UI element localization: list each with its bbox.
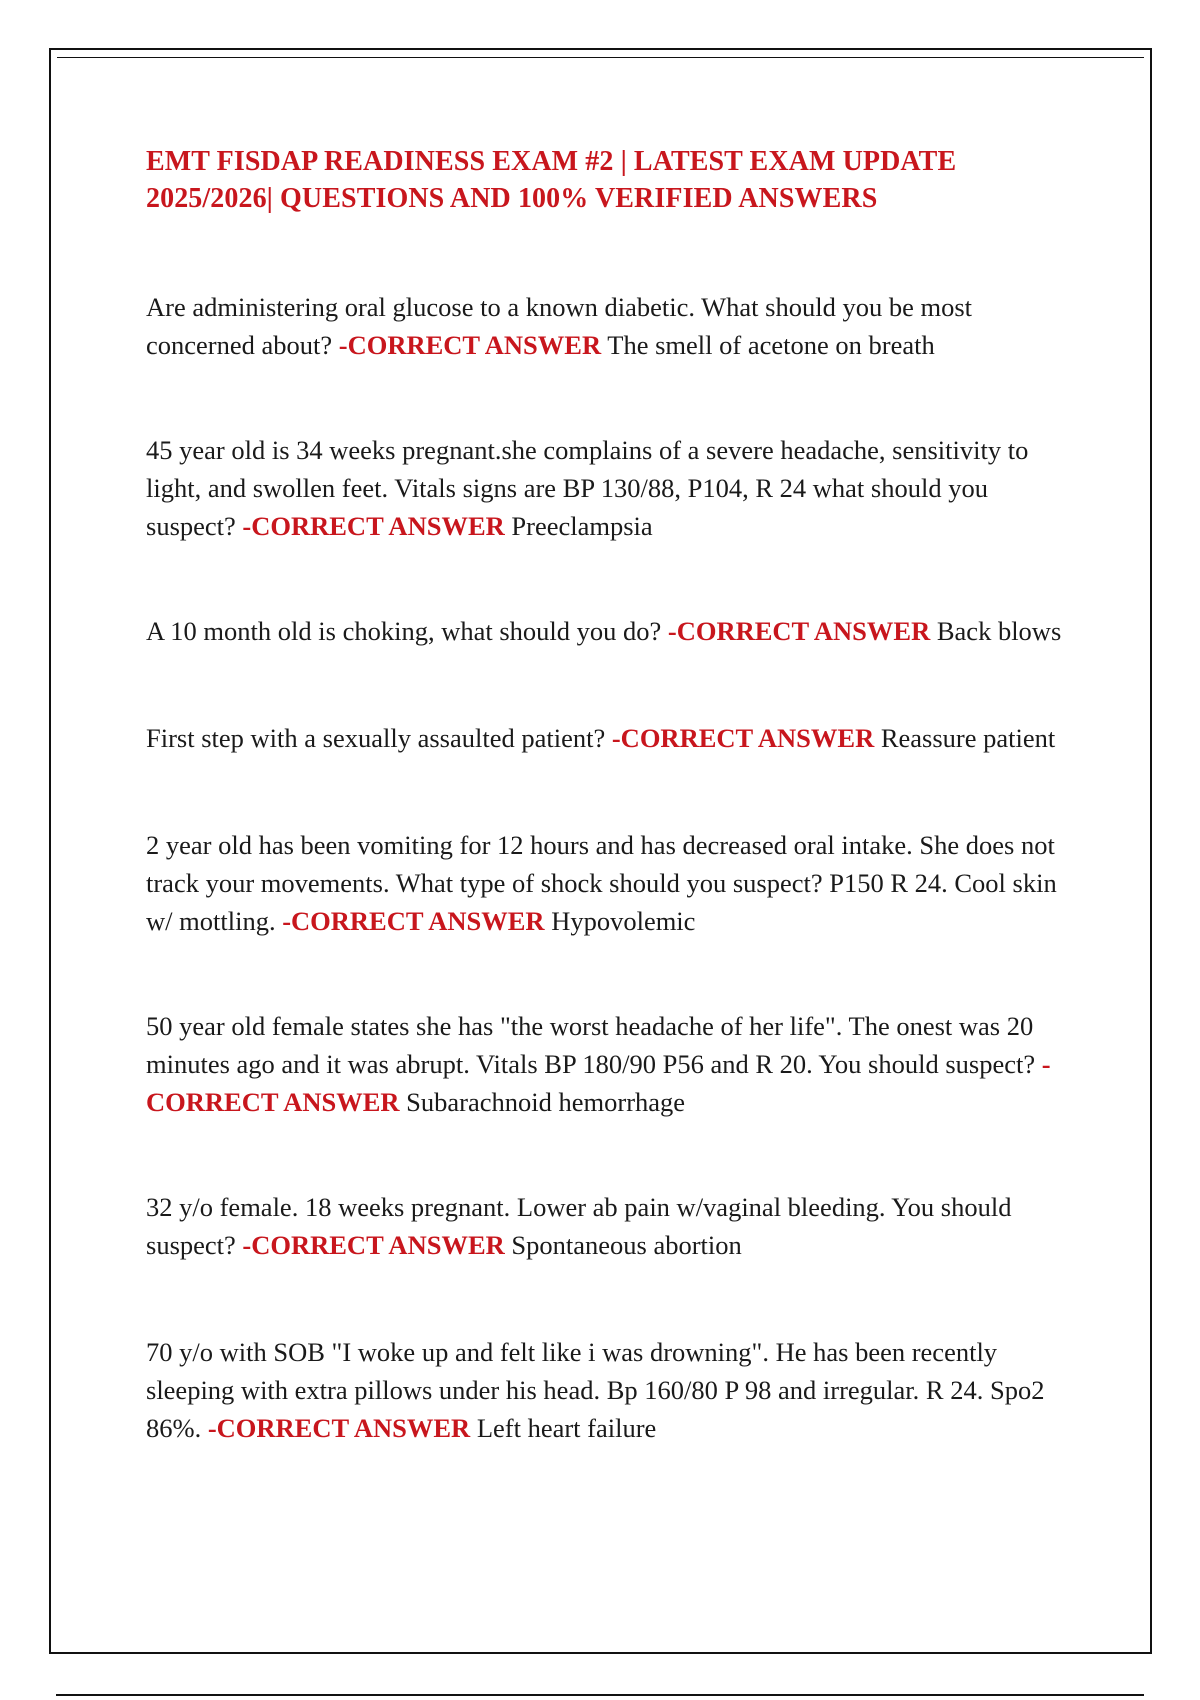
correct-answer-label: -CORRECT ANSWER (611, 723, 875, 753)
qa-list (146, 288, 1076, 1447)
bottom-rule (56, 1694, 1144, 1696)
top-rule (57, 57, 1144, 58)
correct-answer-label: -CORRECT ANSWER (338, 330, 602, 360)
correct-answer-label: -CORRECT ANSWER (282, 906, 545, 936)
answer-text: The smell of acetone on breath (601, 330, 935, 360)
answer-text: Subarachnoid hemorrhage (399, 1087, 686, 1117)
correct-answer-label: -CORRECT ANSWER (242, 1230, 505, 1260)
question-text: A 10 month old is choking, what should you do? (146, 616, 668, 646)
correct-answer-label: -CORRECT ANSWER (667, 616, 931, 646)
question-text: 70 y/o with SOB "I woke up and felt like i was drowning". He has been recently sleeping with extra pillows under his head. Bp 160/80 P 98 and irregular. R 24. Spo2 86%. (146, 1337, 1045, 1443)
answer-text: Reassure patient (874, 723, 1056, 753)
qa-item (146, 431, 1076, 545)
qa-item (146, 1188, 1076, 1264)
answer-text: Spontaneous abortion (504, 1230, 742, 1260)
question-text: 2 year old has been vomiting for 12 hours and has decreased oral intake. She does not track your movements. What type of shock should you suspect? P150 R 24. Cool skin w/ mottling. (146, 830, 1057, 936)
question-text: 50 year old female states she has "the worst headache of her life". The onest was 20 minutes ago and it was abrupt. Vitals BP 180/90 P56 and R 20. You should suspect? (146, 1011, 1042, 1079)
correct-answer-label: -CORRECT ANSWER (207, 1413, 471, 1443)
qa-item (146, 826, 1076, 940)
qa-item (146, 1333, 1076, 1447)
question-text: First step with a sexually assaulted patient? (146, 723, 612, 753)
qa-item (146, 1007, 1076, 1121)
question-text: 45 year old is 34 weeks pregnant.she complains of a severe headache, sensitivity to light, and swollen feet. Vitals signs are BP 130/88, P104, R 24 what should you suspect? (146, 435, 1029, 541)
qa-item (146, 288, 1076, 364)
question-text: Are administering oral glucose to a known diabetic. What should you be most concerned about? (146, 292, 972, 360)
answer-text: Hypovolemic (544, 906, 696, 936)
question-text: 32 y/o female. 18 weeks pregnant. Lower ab pain w/vaginal bleeding. You should suspect? (146, 1192, 1012, 1260)
exam-title: EMT FISDAP READINESS EXAM #2 | LATEST EXAM UPDATE 2025/2026| QUESTIONS AND 100% VERIFIED ANSWERS (146, 146, 957, 214)
correct-answer-label: -CORRECT ANSWER (146, 1049, 1051, 1117)
qa-item (146, 612, 1076, 650)
answer-text: Left heart failure (470, 1413, 657, 1443)
answer-text: Preeclampsia (504, 511, 653, 541)
answer-text: Back blows (930, 616, 1062, 646)
correct-answer-label: -CORRECT ANSWER (242, 511, 505, 541)
qa-item (146, 719, 1076, 757)
document-content (146, 143, 1076, 1447)
